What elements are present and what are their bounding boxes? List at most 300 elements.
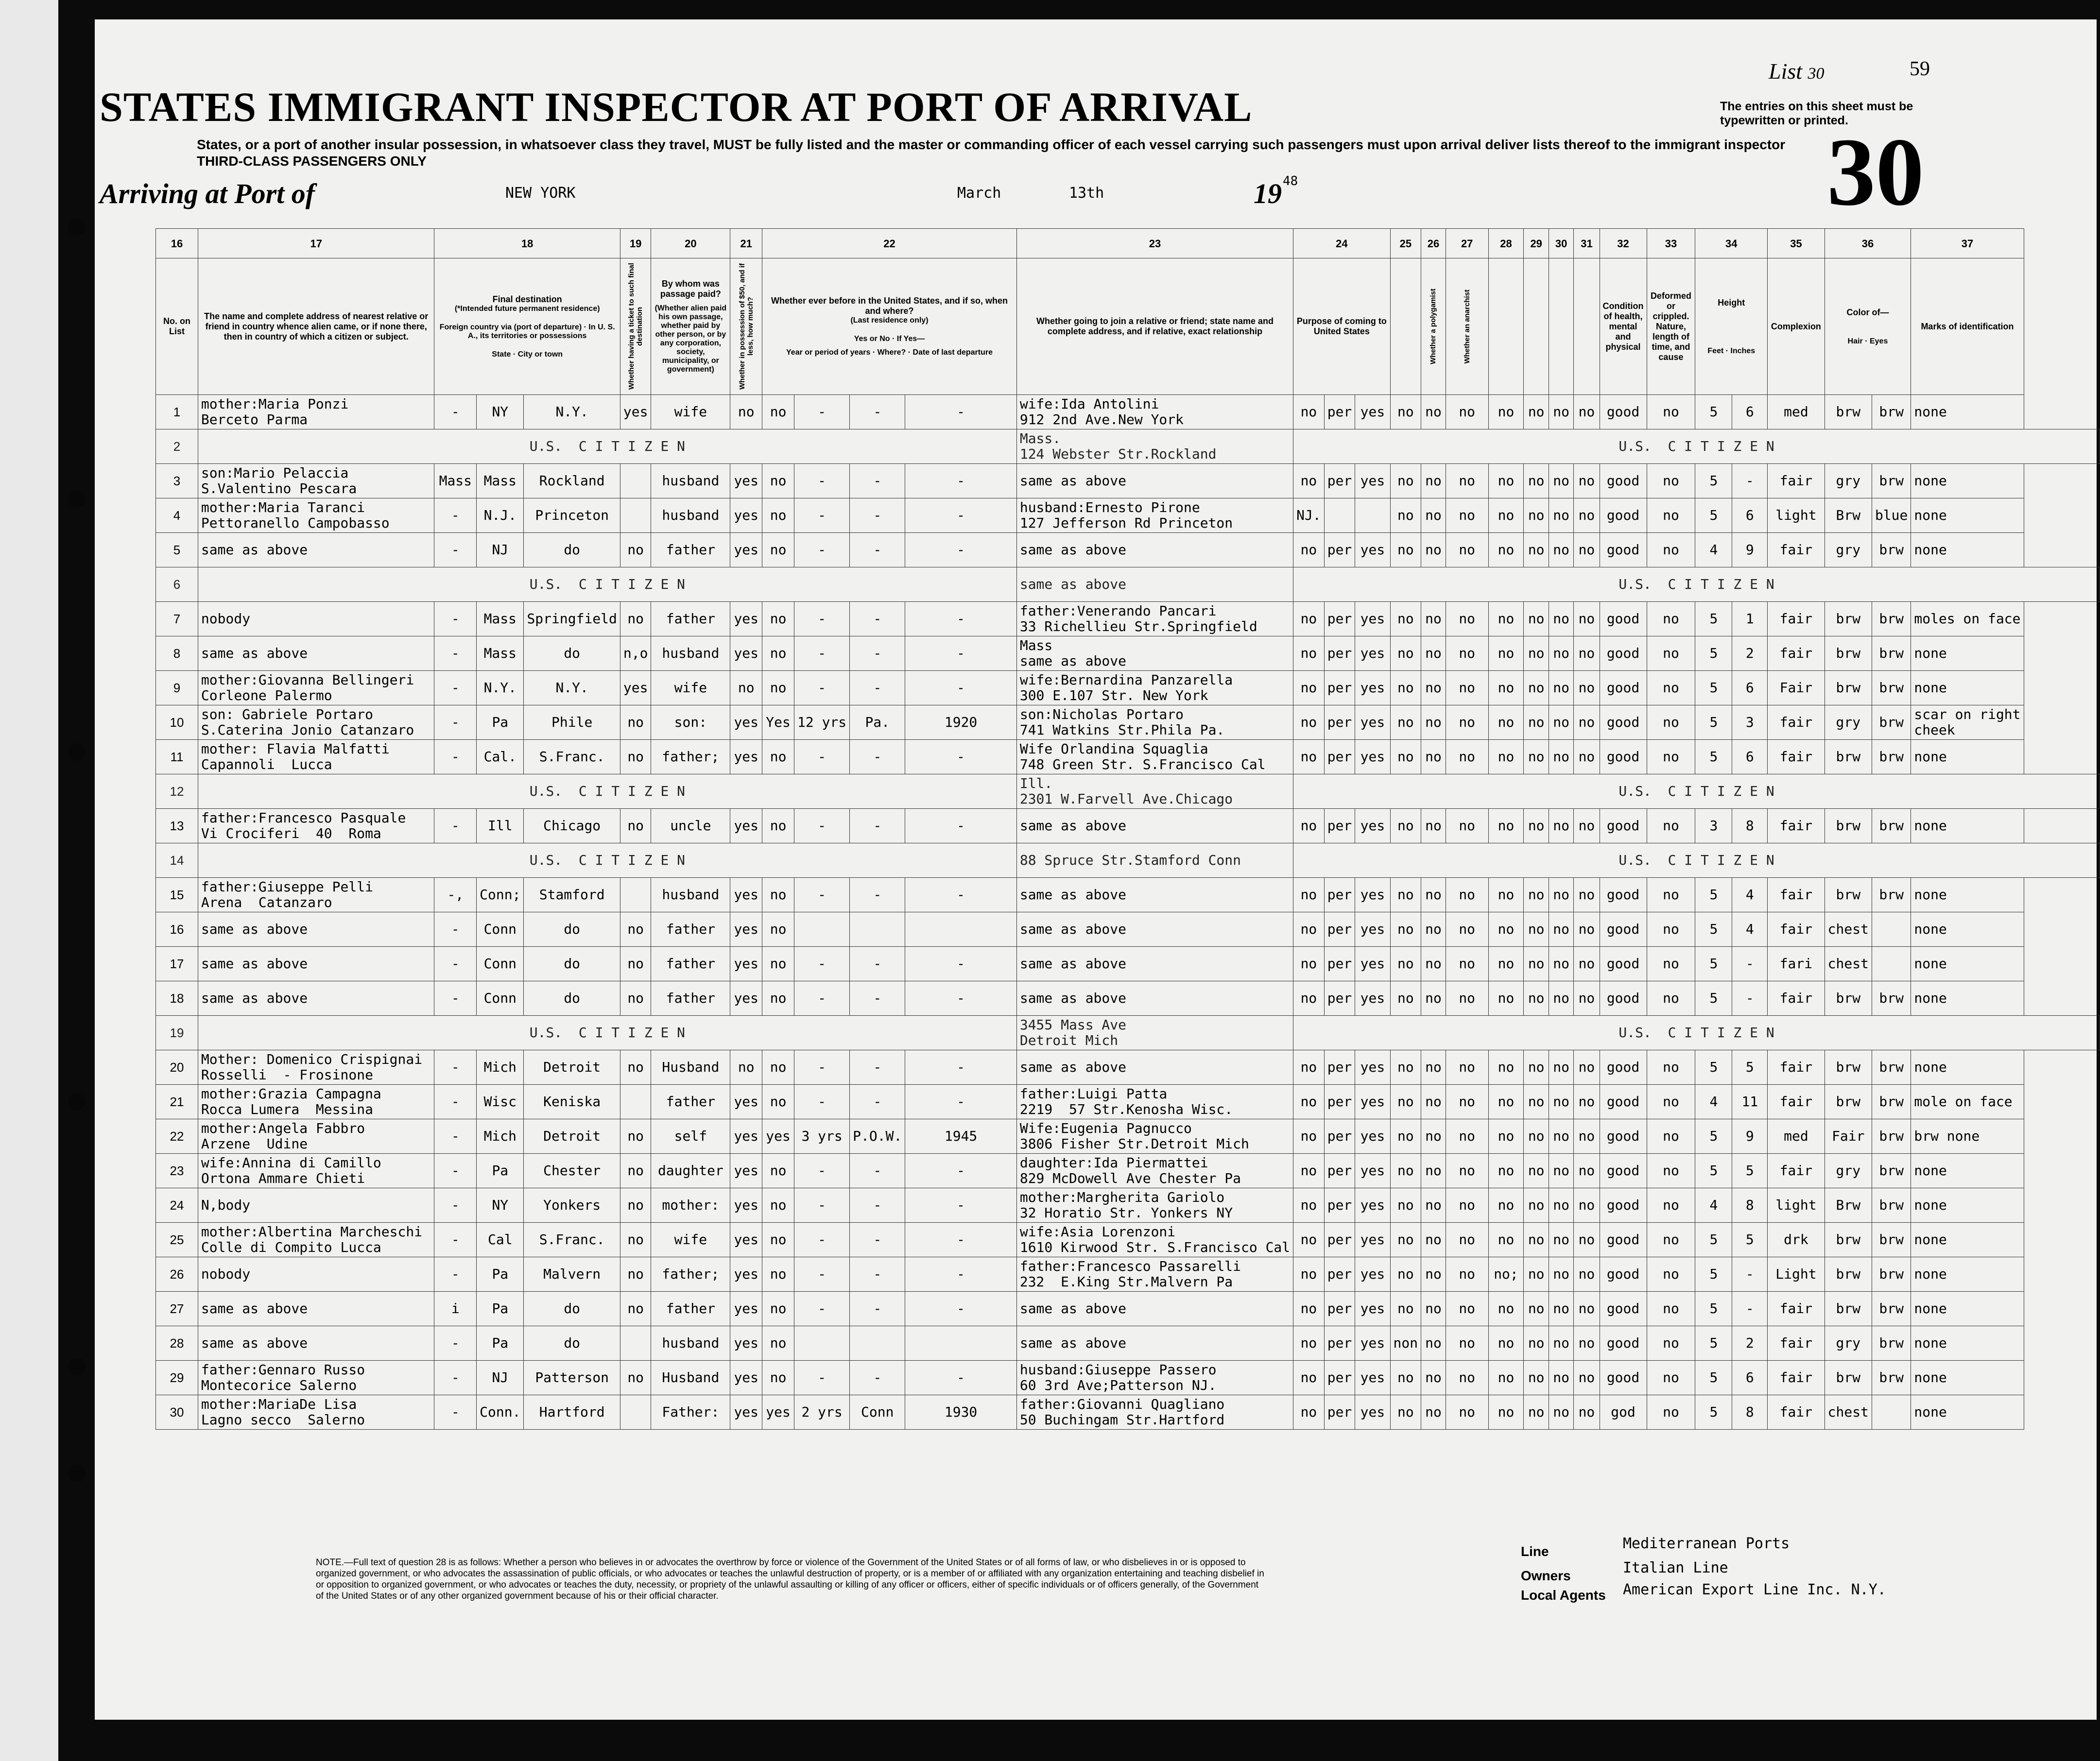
cell-health: good [1600, 1223, 1647, 1257]
cell-in: - [1732, 947, 1768, 981]
cell-where: - [850, 636, 905, 671]
cell-tkt: no [620, 1154, 651, 1188]
cell-rel: N,body [198, 1188, 434, 1223]
cell-comp: med [1768, 1119, 1825, 1154]
header-fifty-dollars: Whether in possession of $50, and if less, how much? [730, 258, 762, 395]
cell-c24b: per [1324, 740, 1355, 774]
cell-city: do [524, 533, 620, 567]
cell-join: Mass. 124 Webster Str.Rockland [1016, 429, 1293, 464]
cell-def: no [1647, 1085, 1695, 1119]
cell-eyes: brw [1872, 1292, 1911, 1326]
cell-c30: no [1549, 498, 1573, 533]
header-marks: Marks of identification [1911, 258, 2024, 395]
cell-city: do [524, 912, 620, 947]
cell-st: Mass [477, 636, 524, 671]
cell-paid: father [651, 947, 730, 981]
cell-fc: - [434, 705, 477, 740]
cell-c26: no [1421, 1326, 1446, 1361]
cell-c30: no [1549, 878, 1573, 912]
cell-c29: no [1524, 1119, 1549, 1154]
cell-rel: father:Giuseppe Pelli Arena Catanzaro [198, 878, 434, 912]
cell-per: - [794, 1257, 850, 1292]
cell-ever: no [762, 1188, 794, 1223]
cell-fc: Mass [434, 464, 477, 498]
cell-c30: no [1549, 1154, 1573, 1188]
cell-c24b: per [1324, 1395, 1355, 1430]
cell-c25: no [1390, 1361, 1421, 1395]
cell-c29: no [1524, 1257, 1549, 1292]
cell-c27: no [1446, 1119, 1488, 1154]
cell-c31: no [1574, 705, 1600, 740]
cell-f50: yes [730, 498, 762, 533]
cell-health: good [1600, 809, 1647, 843]
cell-def: no [1647, 1223, 1695, 1257]
cell-comp: fair [1768, 912, 1825, 947]
row-number: 21 [156, 1085, 198, 1119]
cell-c26: no [1421, 740, 1446, 774]
cell-c29: no [1524, 498, 1549, 533]
cell-c30: no [1549, 395, 1573, 429]
cell-hair: Brw [1825, 498, 1872, 533]
cell-comp: fair [1768, 1395, 1825, 1430]
cell-city: N.Y. [524, 671, 620, 705]
cell-where: - [850, 1188, 905, 1223]
cell-hair: gry [1825, 1326, 1872, 1361]
cell-where [850, 912, 905, 947]
cell-in: 9 [1732, 533, 1768, 567]
cell-tkt: no [620, 809, 651, 843]
cell-c24a: no [1293, 878, 1325, 912]
cell-ft: 5 [1695, 1223, 1732, 1257]
cell-city: Stamford [524, 878, 620, 912]
header-before-us: Whether ever before in the United States, and if so, when and where? (Last residence only) Yes or No · If Yes— Year or period of years · Where? · Date of last departure [762, 258, 1017, 395]
cell-c24b: per [1324, 1154, 1355, 1188]
cell-tkt: no [620, 1223, 651, 1257]
cell-comp: fair [1768, 1326, 1825, 1361]
row-number: 29 [156, 1361, 198, 1395]
cell-c24b: per [1324, 1257, 1355, 1292]
cell-c26: no [1421, 1361, 1446, 1395]
cell-c24b: per [1324, 981, 1355, 1016]
table-row [156, 1154, 2100, 1188]
table-row [156, 429, 2100, 464]
citizen-marker: U.S. C I T I Z E N [1293, 774, 2100, 809]
cell-comp: fair [1768, 636, 1825, 671]
cell-c27: no [1446, 1154, 1488, 1188]
cell-city: S.Franc. [524, 1223, 620, 1257]
cell-c25: no [1390, 1257, 1421, 1292]
question-28-note: NOTE.—Full text of question 28 is as follows: Whether a person who believes in or advocates the overthrow by force or violence of the Government of the United States or of all forms of law, or who disbelieves in or is opposed to organized government, or who advocates the assassination of public officials, or who advocates or teaches the unlawful destruction of property, or is a member of or affiliated with any organization entertaining and teaching disbelief in or opposition to organized government, or who advocates or teaches the duty, necessity, or propriety of the unlawful assaulting or killing of any officer or officers, either of specific individuals or of officers generally, of the Government of the United States or of any other organized government because of his or their official character. [316, 1557, 1264, 1601]
cell-c29: no [1524, 1361, 1549, 1395]
cell-c31: no [1574, 1361, 1600, 1395]
cell-c26: no [1421, 464, 1446, 498]
cell-c24a: no [1293, 671, 1325, 705]
cell-paid: father; [651, 740, 730, 774]
cell-c30: no [1549, 1223, 1573, 1257]
cell-c26: no [1421, 809, 1446, 843]
cell-city: do [524, 981, 620, 1016]
cell-rel: Mother: Domenico Crispignai Rosselli - Frosinone [198, 1050, 434, 1085]
cell-ever: no [762, 981, 794, 1016]
cell-where: P.O.W. [850, 1119, 905, 1154]
cell-st: Mich [477, 1050, 524, 1085]
cell-c24b: per [1324, 878, 1355, 912]
cell-ft: 5 [1695, 1326, 1732, 1361]
cell-c24a: no [1293, 1085, 1325, 1119]
cell-tkt: no [620, 533, 651, 567]
cell-c28: no [1488, 1188, 1524, 1223]
cell-c24c: yes [1355, 395, 1390, 429]
cell-c24b: per [1324, 464, 1355, 498]
cell-st: Mass [477, 464, 524, 498]
citizen-marker: U.S. C I T I Z E N [198, 774, 1016, 809]
cell-fc: - [434, 981, 477, 1016]
table-row [156, 533, 2100, 567]
cell-c24a: no [1293, 602, 1325, 636]
cell-date: - [905, 1154, 1017, 1188]
cell-in: 9 [1732, 1119, 1768, 1154]
cell-f50: yes [730, 809, 762, 843]
cell-c29: no [1524, 602, 1549, 636]
cell-def: no [1647, 1361, 1695, 1395]
cell-eyes: brw [1872, 533, 1911, 567]
cell-def: no [1647, 1188, 1695, 1223]
cell-health: good [1600, 878, 1647, 912]
typewritten-notice: The entries on this sheet must be typewritten or printed. [1720, 100, 1913, 127]
cell-city: do [524, 947, 620, 981]
cell-where: - [850, 1223, 905, 1257]
cell-paid: husband [651, 636, 730, 671]
cell-date [905, 912, 1017, 947]
cell-in: 8 [1732, 1395, 1768, 1430]
cell-c24c: yes [1355, 464, 1390, 498]
cell-date: 1945 [905, 1119, 1017, 1154]
cell-comp: fair [1768, 981, 1825, 1016]
day-value: 13th [1069, 185, 1104, 202]
cell-per: - [794, 1188, 850, 1223]
cell-join: husband:Ernesto Pirone 127 Jefferson Rd Princeton [1016, 498, 1293, 533]
cell-c27: no [1446, 1050, 1488, 1085]
cell-c30: no [1549, 1292, 1573, 1326]
cell-def: no [1647, 1292, 1695, 1326]
cell-c24c: yes [1355, 533, 1390, 567]
cell-join: father:Luigi Patta 2219 57 Str.Kenosha Wisc. [1016, 1085, 1293, 1119]
cell-join: wife:Bernardina Panzarella 300 E.107 Str. New York [1016, 671, 1293, 705]
cell-hair: brw [1825, 1257, 1872, 1292]
cell-ft: 5 [1695, 1119, 1732, 1154]
cell-rel: father:Francesco Pasquale Vi Crociferi 40 Roma [198, 809, 434, 843]
cell-per: - [794, 947, 850, 981]
cell-st: NJ [477, 1361, 524, 1395]
cell-comp: fair [1768, 533, 1825, 567]
cell-hair: brw [1825, 1292, 1872, 1326]
cell-in: 6 [1732, 740, 1768, 774]
cell-eyes: brw [1872, 809, 1911, 843]
cell-date: - [905, 602, 1017, 636]
cell-join: wife:Ida Antolini 912 2nd Ave.New York [1016, 395, 1293, 429]
citizen-marker: U.S. C I T I Z E N [198, 1016, 1016, 1050]
cell-c24a: no [1293, 740, 1325, 774]
header-relative: The name and complete address of nearest relative or friend in country whence alien came, or if none there, then in country of which a citizen or subject. [198, 258, 434, 395]
cell-fc: -, [434, 878, 477, 912]
col-num: 19 [620, 229, 651, 258]
cell-marks: moles on face [1911, 602, 2024, 636]
cell-ever: no [762, 912, 794, 947]
col-num: 29 [1524, 229, 1549, 258]
cell-date: - [905, 1050, 1017, 1085]
cell-hair: gry [1825, 533, 1872, 567]
cell-c30: no [1549, 1326, 1573, 1361]
cell-c24c: yes [1355, 1154, 1390, 1188]
cell-per: 12 yrs [794, 705, 850, 740]
cell-c31: no [1574, 947, 1600, 981]
cell-marks: none [1911, 671, 2024, 705]
col-num: 26 [1421, 229, 1446, 258]
year-suffix: 48 [1283, 174, 1298, 188]
cell-in: 3 [1732, 705, 1768, 740]
header-no-on-list: No. on List [156, 258, 198, 395]
cell-in: - [1732, 464, 1768, 498]
cell-c26: no [1421, 1154, 1446, 1188]
cell-date: - [905, 740, 1017, 774]
cell-eyes: brw [1872, 1050, 1911, 1085]
cell-per: - [794, 602, 850, 636]
cell-per: - [794, 395, 850, 429]
cell-join: 88 Spruce Str.Stamford Conn [1016, 843, 1293, 878]
cell-c29: no [1524, 912, 1549, 947]
cell-c27: no [1446, 740, 1488, 774]
cell-fc: - [434, 1154, 477, 1188]
cell-c25: no [1390, 740, 1421, 774]
cell-c27: no [1446, 464, 1488, 498]
cell-c27: no [1446, 1223, 1488, 1257]
cell-date: - [905, 636, 1017, 671]
cell-c27: no [1446, 878, 1488, 912]
cell-join: 3455 Mass Ave Detroit Mich [1016, 1016, 1293, 1050]
cell-in: 6 [1732, 671, 1768, 705]
cell-where: - [850, 395, 905, 429]
cell-ft: 5 [1695, 705, 1732, 740]
cell-st: Cal. [477, 740, 524, 774]
cell-health: good [1600, 705, 1647, 740]
cell-paid: Father: [651, 1395, 730, 1430]
cell-c24a: no [1293, 1154, 1325, 1188]
punch-hole [68, 491, 86, 508]
cell-rel: mother:Angela Fabbro Arzene Udine [198, 1119, 434, 1154]
punch-hole [68, 743, 86, 761]
row-number: 8 [156, 636, 198, 671]
cell-paid: father [651, 1085, 730, 1119]
cell-c30: no [1549, 1085, 1573, 1119]
cell-c27: no [1446, 809, 1488, 843]
cell-c24b: per [1324, 636, 1355, 671]
header-col-25 [1390, 258, 1421, 395]
col-num: 22 [762, 229, 1017, 258]
cell-c28: no [1488, 1050, 1524, 1085]
cell-c27: no [1446, 602, 1488, 636]
cell-in: 8 [1732, 809, 1768, 843]
cell-health: good [1600, 1361, 1647, 1395]
cell-eyes: brw [1872, 1326, 1911, 1361]
cell-c25: no [1390, 602, 1421, 636]
cell-c24c: yes [1355, 1292, 1390, 1326]
cell-ever: no [762, 1361, 794, 1395]
cell-c31: no [1574, 498, 1600, 533]
cell-date: - [905, 1085, 1017, 1119]
cell-in: 2 [1732, 1326, 1768, 1361]
cell-c30: no [1549, 1361, 1573, 1395]
row-number: 5 [156, 533, 198, 567]
cell-f50: yes [730, 533, 762, 567]
cell-c27: no [1446, 705, 1488, 740]
citizen-marker: U.S. C I T I Z E N [198, 429, 1016, 464]
cell-city: Rockland [524, 464, 620, 498]
cell-c24b: per [1324, 671, 1355, 705]
cell-hair: Brw [1825, 1188, 1872, 1223]
cell-ft: 5 [1695, 671, 1732, 705]
cell-eyes: brw [1872, 705, 1911, 740]
cell-marks: mole on face [1911, 1085, 2024, 1119]
cell-marks: none [1911, 1154, 2024, 1188]
cell-c26: no [1421, 1085, 1446, 1119]
cell-hair: gry [1825, 464, 1872, 498]
cell-ever: no [762, 1085, 794, 1119]
table-row [156, 1050, 2100, 1085]
cell-ft: 3 [1695, 809, 1732, 843]
cell-c27: no [1446, 947, 1488, 981]
cell-c28: no [1488, 498, 1524, 533]
cell-c27: no [1446, 1188, 1488, 1223]
cell-tkt: no [620, 1257, 651, 1292]
table-row [156, 740, 2100, 774]
cell-in: 6 [1732, 1361, 1768, 1395]
cell-comp: drk [1768, 1223, 1825, 1257]
cell-c27: no [1446, 1085, 1488, 1119]
cell-join: daughter:Ida Piermattei 829 McDowell Ave Chester Pa [1016, 1154, 1293, 1188]
cell-hair: brw [1825, 671, 1872, 705]
cell-rel: mother:Maria Ponzi Berceto Parma [198, 395, 434, 429]
cell-paid: son: [651, 705, 730, 740]
cell-ft: 5 [1695, 1050, 1732, 1085]
cell-c24a: no [1293, 981, 1325, 1016]
cell-ft: 4 [1695, 1188, 1732, 1223]
cell-join: father:Venerando Pancari 33 Richellieu Str.Springfield [1016, 602, 1293, 636]
owners-label: Owners [1521, 1568, 1571, 1583]
cell-date [905, 1326, 1017, 1361]
cell-ever: no [762, 1292, 794, 1326]
cell-join: same as above [1016, 1292, 1293, 1326]
cell-date: - [905, 395, 1017, 429]
col-num: 37 [1911, 229, 2024, 258]
cell-c30: no [1549, 740, 1573, 774]
cell-c30: no [1549, 705, 1573, 740]
film-edge [0, 0, 58, 1761]
cell-rel: mother: Flavia Malfatti Capannoli Lucca [198, 740, 434, 774]
cell-c24a: no [1293, 1257, 1325, 1292]
manifest-table [155, 228, 2100, 1430]
col-num: 18 [434, 229, 620, 258]
cell-tkt [620, 1085, 651, 1119]
cell-per: 2 yrs [794, 1395, 850, 1430]
column-number-row [156, 229, 2100, 258]
cell-c27: no [1446, 395, 1488, 429]
cell-c29: no [1524, 1223, 1549, 1257]
cell-c28: no; [1488, 1257, 1524, 1292]
cell-in: 5 [1732, 1154, 1768, 1188]
cell-f50: no [730, 671, 762, 705]
cell-st: Pa [477, 1257, 524, 1292]
cell-st: Mass [477, 602, 524, 636]
owners-value: Italian Line [1623, 1559, 1728, 1576]
punch-hole [68, 1465, 86, 1482]
cell-c28: no [1488, 809, 1524, 843]
header-col-29 [1524, 258, 1549, 395]
cell-ever: no [762, 809, 794, 843]
row-number: 22 [156, 1119, 198, 1154]
cell-c31: no [1574, 740, 1600, 774]
col-num: 23 [1016, 229, 1293, 258]
cell-c24b: per [1324, 1292, 1355, 1326]
cell-c24c: yes [1355, 1395, 1390, 1430]
cell-c28: no [1488, 671, 1524, 705]
table-row [156, 395, 2100, 429]
cell-health: good [1600, 912, 1647, 947]
row-number: 16 [156, 912, 198, 947]
header-height: Height Feet · Inches [1695, 258, 1768, 395]
cell-f50: yes [730, 981, 762, 1016]
cell-comp: Light [1768, 1257, 1825, 1292]
cell-join: same as above [1016, 981, 1293, 1016]
cell-c25: no [1390, 636, 1421, 671]
cell-f50: yes [730, 1326, 762, 1361]
cell-c27: no [1446, 1326, 1488, 1361]
cell-c26: no [1421, 1395, 1446, 1430]
cell-city: Detroit [524, 1050, 620, 1085]
cell-c26: no [1421, 498, 1446, 533]
cell-c26: no [1421, 1188, 1446, 1223]
cell-per: - [794, 981, 850, 1016]
cell-join: father:Francesco Passarelli 232 E.King Str.Malvern Pa [1016, 1257, 1293, 1292]
cell-comp: light [1768, 1188, 1825, 1223]
cell-c31: no [1574, 1154, 1600, 1188]
cell-paid: father [651, 912, 730, 947]
cell-per: - [794, 1085, 850, 1119]
cell-marks: none [1911, 1326, 2024, 1361]
cell-st: N.J. [477, 498, 524, 533]
cell-eyes: brw [1872, 671, 1911, 705]
cell-paid: daughter [651, 1154, 730, 1188]
cell-c24b: per [1324, 947, 1355, 981]
cell-rel: same as above [198, 912, 434, 947]
cell-fc: - [434, 636, 477, 671]
col-num: 24 [1293, 229, 1390, 258]
cell-marks: none [1911, 1361, 2024, 1395]
cell-ft: 5 [1695, 947, 1732, 981]
cell-c26: no [1421, 947, 1446, 981]
cell-join: same as above [1016, 809, 1293, 843]
cell-c28: no [1488, 1154, 1524, 1188]
cell-health: good [1600, 981, 1647, 1016]
cell-c24c: yes [1355, 740, 1390, 774]
cell-ever: no [762, 395, 794, 429]
cell-def: no [1647, 981, 1695, 1016]
cell-paid: father [651, 981, 730, 1016]
cell-c24b: per [1324, 705, 1355, 740]
cell-comp: light [1768, 498, 1825, 533]
cell-c30: no [1549, 636, 1573, 671]
cell-c31: no [1574, 1085, 1600, 1119]
port-value: NEW YORK [505, 185, 576, 202]
